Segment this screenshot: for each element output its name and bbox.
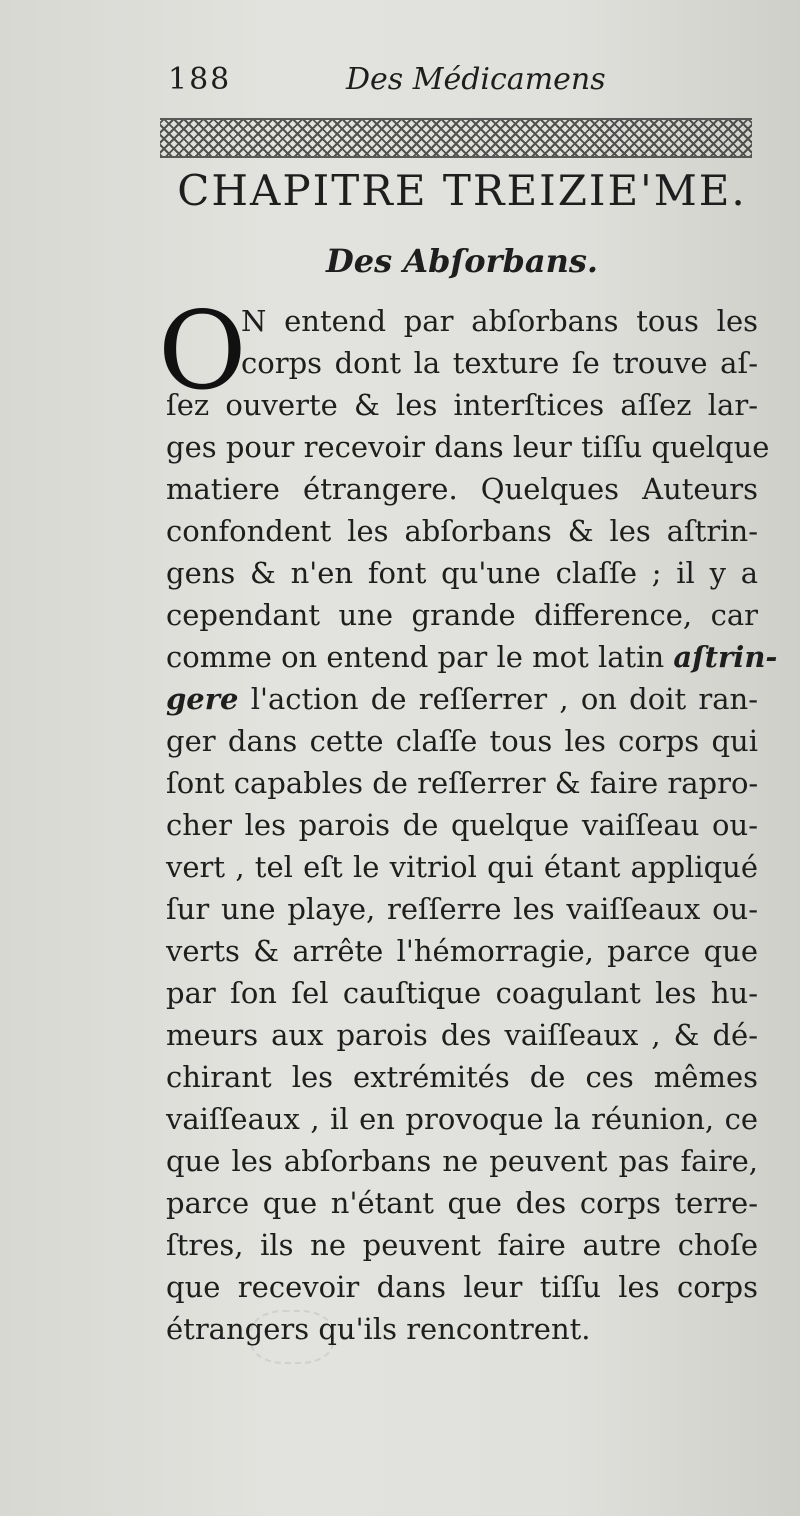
text-line: ger dans cette claſſe tous les corps qui	[166, 724, 758, 758]
text-line: vaiſſeaux , il en provoque la réunion, ce	[166, 1102, 758, 1136]
text-line: ſez ouverte & les interſtices aſſez lar-	[166, 388, 758, 422]
text-line: que recevoir dans leur tiſſu les corps	[166, 1270, 758, 1304]
decorative-ornament-band	[160, 118, 752, 158]
text-line: matiere étrangere. Quelques Auteurs	[166, 472, 758, 506]
text-line: corps dont la texture ſe trouve aſ-	[241, 346, 758, 380]
text-segment: l'action de reſſerrer , on doit ran-	[250, 682, 758, 716]
text-line: que les abſorbans ne peuvent pas faire,	[166, 1144, 758, 1178]
italic-word: aſtrin-	[673, 640, 778, 674]
body-text	[166, 300, 778, 1350]
text-line: étrangers qu'ils rencontrent.	[166, 1312, 591, 1346]
drop-cap-letter: O	[158, 289, 247, 414]
text-line: confondent les abſorbans & les aſtrin-	[166, 514, 758, 548]
faint-bleed-through-mark	[250, 1310, 334, 1364]
running-title: Des Médicamens	[346, 62, 606, 97]
text-line: ſont capables de reſſerrer & faire rapro-	[166, 766, 759, 800]
text-line: ſtres, ils ne peuvent faire autre choſe	[166, 1228, 758, 1262]
running-head	[168, 62, 748, 102]
text-segment: comme on entend par le mot latin	[166, 640, 665, 674]
text-line: vert , tel eſt le vitriol qui étant appliqué	[166, 850, 758, 884]
text-line: parce que n'étant que des corps terre-	[166, 1186, 758, 1220]
text-line: N entend par abſorbans tous les	[241, 304, 758, 338]
text-line: verts & arrête l'hémorragie, parce que	[166, 934, 758, 968]
text-line: meurs aux parois des vaiſſeaux , & dé-	[166, 1018, 758, 1052]
text-line: cependant une grande difference, car	[166, 598, 758, 632]
text-line-with-italic	[166, 636, 778, 678]
page-number: 188	[168, 62, 232, 97]
chapter-title: CHAPITRE TREIZIE'ME.	[177, 166, 747, 215]
text-line: gens & n'en font qu'une claſſe ; il y a	[166, 556, 758, 590]
text-line: ſur une playe, reſſerre les vaiſſeaux ou-	[166, 892, 758, 926]
text-line: par ſon ſel cauſtique coagulant les hu-	[166, 976, 758, 1010]
italic-word: gere	[166, 682, 239, 716]
text-line: ges pour recevoir dans leur tiſſu quelque	[166, 430, 770, 464]
text-line: chirant les extrémités de ces mêmes	[166, 1060, 758, 1094]
chapter-subtitle: Des Abſorbans.	[326, 242, 598, 280]
text-line-with-italic	[166, 678, 758, 720]
text-line: cher les parois de quelque vaiſſeau ou-	[166, 808, 758, 842]
